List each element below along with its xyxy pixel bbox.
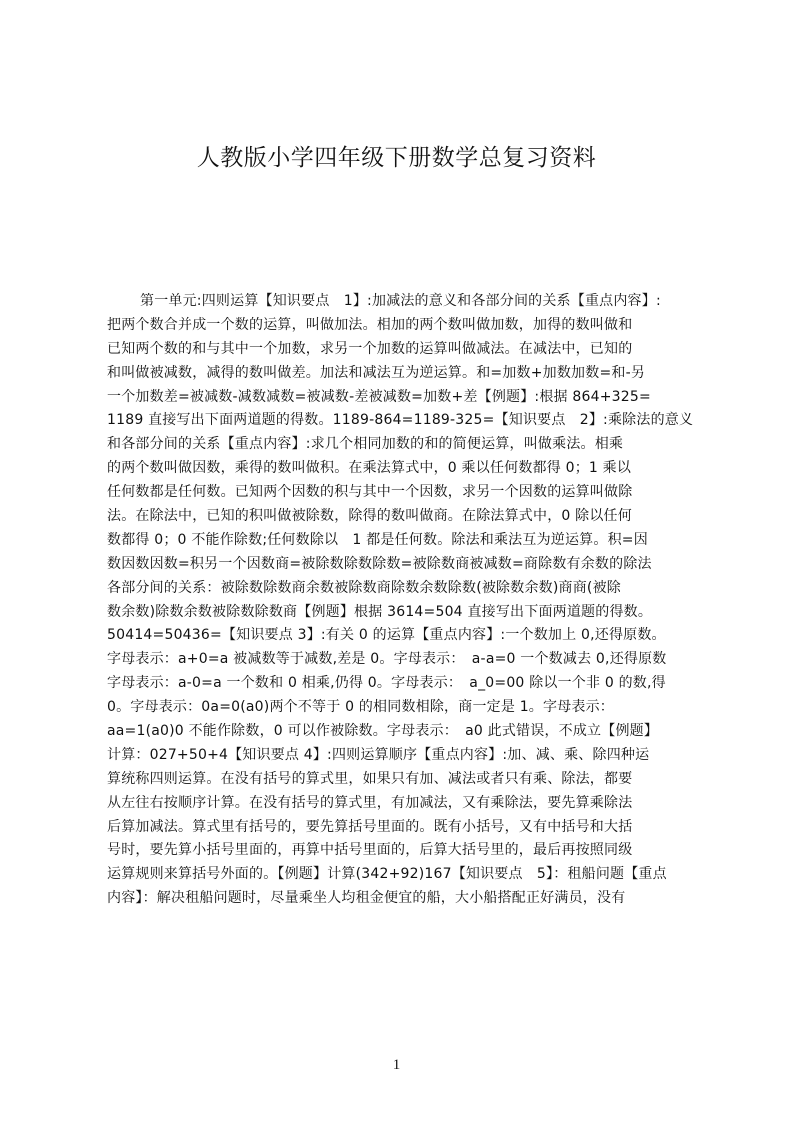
text-line: 数余数)除数余数被除数除数商【例题】根据 3614=504 直接写出下面两道题的得数。 — [107, 603, 653, 620]
text-line: 0。字母表示：0a=0(a0)两个不等于 0 的相同数相除，商一定是 1。字母表示： — [107, 699, 615, 716]
text-line: 数因数因数=积另一个因数商=被除数除数除数=被除数商被减数=商除数有余数的除法 — [107, 555, 652, 572]
text-line: 字母表示：a-0=a 一个数和 0 相乘,仍得 0。字母表示： a_0=00 除以一个非 0 的数,得 — [107, 675, 666, 692]
text-line: 号时，要先算小括号里面的，再算中括号里面的，后算大括号里的，最后再按照同级 — [107, 842, 633, 859]
text-line: 算统称四则运算。在没有括号的算式里，如果只有加、减法或者只有乘、除法，都要 — [107, 770, 633, 787]
text-line: 任何数都是任何数。已知两个因数的积与其中一个因数，求另一个因数的运算叫做除 — [107, 484, 633, 501]
text-line: aa=1(a0)0 不能作除数，0 可以作被除数。字母表示： a0 此式错误，不成立【例题】 — [107, 723, 659, 740]
text-line: 内容】：解决租船问题时，尽量乘坐人均租金便宜的船，大小船搭配正好满员，没有 — [107, 890, 626, 907]
text-line: 50414=50436=【知识要点 3】:有关 0 的运算【重点内容】:一个数加上 0,还得原数。 — [107, 627, 666, 644]
text-line: 运算规则来算括号外面的。【例题】计算(342+92)167【知识要点 5】：租船问题【重点 — [107, 866, 667, 883]
text-line: 一个加数差=被减数-减数减数=被减数-差被减数=加数+差【例题】:根据 864+325= — [107, 388, 651, 405]
text-line: 从左往右按顺序计算。在没有括号的算式里，有加减法，又有乘除法，要先算乘除法 — [107, 794, 633, 811]
text-line: 第一单元:四则运算【知识要点 1】:加减法的意义和各部分间的关系【重点内容】: — [140, 293, 661, 309]
body-text — [107, 290, 699, 990]
page-number: 1 — [392, 1057, 401, 1073]
text-line: 已知两个数的和与其中一个加数，求另一个加数的运算叫做减法。在减法中，已知的 — [107, 340, 633, 357]
text-line: 计算：027+50+4【知识要点 4】:四则运算顺序【重点内容】:加、减、乘、除四种运 — [107, 746, 650, 763]
text-line: 各部分间的关系：被除数除数商余数被除数商除数余数除数(被除数余数)商商(被除 — [107, 579, 621, 596]
text-line: 和叫做被减数，减得的数叫做差。加法和减法互为逆运算。和=加数+加数加数=和-另 — [107, 364, 646, 381]
document-title: 人教版小学四年级下册数学总复习资料 — [196, 145, 597, 171]
text-line: 把两个数合并成一个数的运算，叫做加法。相加的两个数叫做加数，加得的数叫做和 — [107, 316, 633, 333]
text-line: 的两个数叫做因数，乘得的数叫做积。在乘法算式中，0 乘以任何数都得 0；1 乘以 — [107, 460, 632, 477]
text-line: 1189 直接写出下面两道题的得数。1189-864=1189-325=【知识要点 2】:乘除法的意义 — [107, 412, 694, 429]
text-line: 数都得 0；0 不能作除数;任何数除以 1 都是任何数。除法和乘法互为逆运算。积=因 — [107, 531, 648, 548]
text-line: 字母表示：a+0=a 被减数等于减数,差是 0。字母表示： a-a=0 一个数减去 0,还得原数 — [107, 651, 667, 668]
text-line: 和各部分间的关系【重点内容】:求几个相同加数的和的简便运算，叫做乘法。相乘 — [107, 436, 624, 453]
text-line: 后算加减法。算式里有括号的，要先算括号里面的。既有小括号，又有中括号和大括 — [107, 818, 633, 835]
text-line: 法。在除法中，已知的积叫做被除数，除得的数叫做商。在除法算式中，0 除以任何 — [107, 508, 632, 525]
